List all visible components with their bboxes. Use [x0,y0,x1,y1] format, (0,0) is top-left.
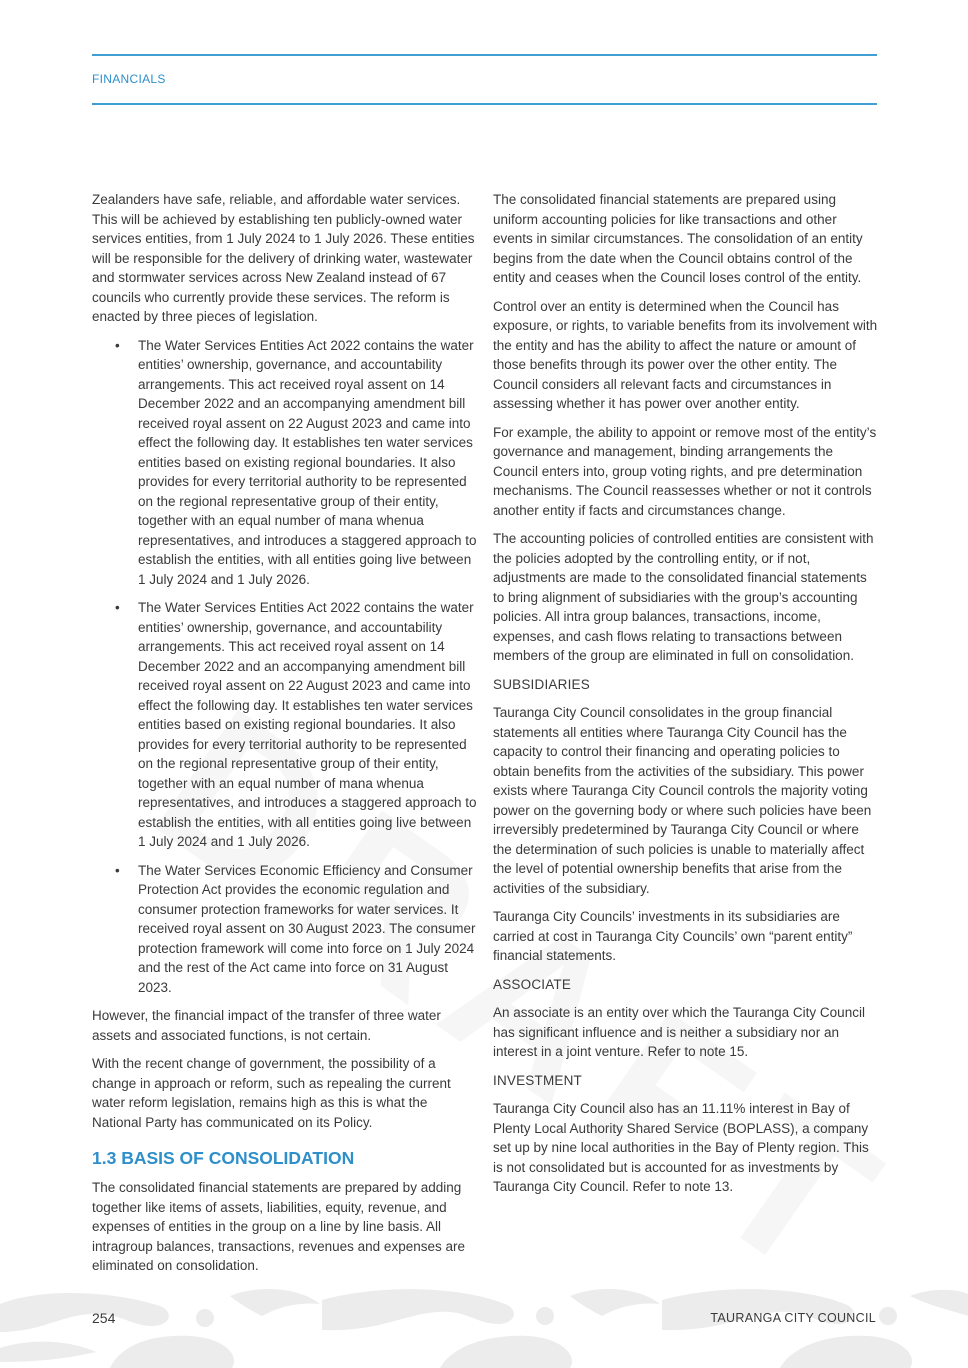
list-item-text: The Water Services Entities Act 2022 contains the water entities’ ownership, governance, and accountability arrangements. This act received royal assent on 14 December 2022 and an accompanying amendment bill received royal assent on 22 August 2023 and came into effect the following day. It establishes ten water services entities based on existing regional boundaries. It also provides for every territorial authority to be represented on the regional representative group of their entity, together with an equal number of mana whenua representatives, and introduces a staggered approach to establish the entities, with all entities going live between 1 July 2024 and 1 July 2026. [138,337,477,587]
intro-paragraph: Zealanders have safe, reliable, and affordable water services. This will be achieved by establishing ten publicly-owned water services entities, from 1 July 2024 to 1 July 2026. These entities will be responsible for the delivery of drinking water, wastewater and stormwater services across New Zealand instead of 67 councils who currently provide these services. The reform is enacted by three pieces of legislation. [92,192,475,324]
impact-paragraph: However, the financial impact of the transfer of three water assets and associated functions, is not certain. [92,1008,441,1043]
subsidiaries-subheading: SUBSIDIARIES [493,676,590,692]
associate-subheading: ASSOCIATE [493,976,572,992]
subsidiaries-paragraph: Tauranga City Council consolidates in the group financial statements all entities where Tauranga City Council has the capacity to control their financing and operating policies to obtain benefits from the activities of the subsidiary. This power exists where Tauranga City Council controls the majority voting power on the governing body or where such policies have been irreversibly predetermined by Tauranga City Council or where the determination of such policies is unable to materially affect the level of potential ownership benefits that arise from the activities of the subsidiary. [493,705,872,896]
investment-subheading: INVESTMENT [493,1072,583,1088]
organization-name: TAURANGA CITY COUNCIL [710,1311,876,1325]
accounting-policies-paragraph: The accounting policies of controlled entities are consistent with the policies adopted by the controlling entity, or if not, adjustments are made to the consolidated financial statements to bring alignment of subsidiaries with the group’s accounting policies. All intra group balances, transactions, income, expenses, and cash flows relating to transactions between members of the group are eliminated in full on consolidation. [493,531,874,663]
control-paragraph: Control over an entity is determined when the Council has exposure, or rights, to variable benefits from its involvement with the entity and has the ability to affect the nature or amount of those benefits through its power over the other entity. The Council considers all relevant facts and circumstances in assessing whether it has power over another entity. [493,298,878,411]
koru-pattern-icon [0,1289,968,1368]
bullet-icon: • [115,337,120,353]
government-paragraph: With the recent change of government, the possibility of a change in approach or reform, such as repealing the current water reform legislation, remains high as this is what the National Party has communicated on its Policy. [92,1056,451,1130]
uniform-policies-paragraph: The consolidated financial statements are prepared using uniform accounting policies for like transactions and other events in similar circumstances. The consolidation of an entity begins from the date when the Council obtains control of the entity and ceases when the Council loses control of the entity. [493,192,863,285]
bullet-icon: • [115,862,120,878]
section-label: FINANCIALS [92,72,166,86]
right-column [493,190,879,1206]
list-item [115,861,478,998]
list-item [115,598,478,852]
investments-paragraph: Tauranga City Councils’ investments in its subsidiaries are carried at cost in Tauranga City Councils’ own “parent entity” financial statements. [493,909,853,963]
example-paragraph: For example, the ability to appoint or remove most of the entity’s governance and management, binding arrangements the Council enters into, group voting rights, and pre determination mechanisms. The Council reassesses whether or not it controls another entity if facts and circumstances change. [493,424,877,518]
header-bottom-rule [92,103,877,105]
page-number: 254 [92,1310,116,1326]
associate-paragraph: An associate is an entity over which the Tauranga City Council has significant influence and is neither a subsidiary nor an interest in a joint venture. Refer to note 15. [493,1005,865,1059]
bullet-icon: • [115,600,120,615]
section-heading: 1.3 BASIS OF CONSOLIDATION [92,1148,355,1168]
header-top-rule [92,54,877,56]
list-item [115,336,478,590]
basis-paragraph: The consolidated financial statements are prepared by adding together like items of assets, liabilities, equity, revenue, and expenses of entities in the group on a line by line basis. All intragroup balances, transactions, revenues and expenses are eliminated on consolidation. [92,1180,465,1273]
list-item-text: The Water Services Economic Efficiency and Consumer Protection Act provides the economic regulation and consumer protection frameworks for water services. It received royal assent on 30 August 2023. The consumer protection framework will come into force on 1 July 2024 and the rest of the Act came into force on 31 August 2023. [138,862,476,995]
left-column [92,190,478,1285]
list-item-text: The Water Services Entities Act 2022 contains the water entities’ ownership, governance, and accountability arrangements. This act received royal assent on 14 December 2022 and an accompanying amendment bill received royal assent on 22 August 2023 and came into effect the following day. It establishes ten water services entities based on existing regional boundaries. It also provides for every territorial authority to be represented on the regional representative group of their entity, together with an equal number of mana whenua representatives, and introduces a staggered approach to establish the entities, with all entities going live between 1 July 2024 and 1 July 2026. [138,600,477,849]
legislation-list [92,336,478,998]
investment-paragraph: Tauranga City Council also has an 11.11% interest in Bay of Plenty Local Authority Shared Service (BOPLASS), a company set up by nine local authorities in the Bay of Plenty region. This is not consolidated but is accounted for as investments by Tauranga City Council. Refer to note 13. [493,1101,869,1194]
